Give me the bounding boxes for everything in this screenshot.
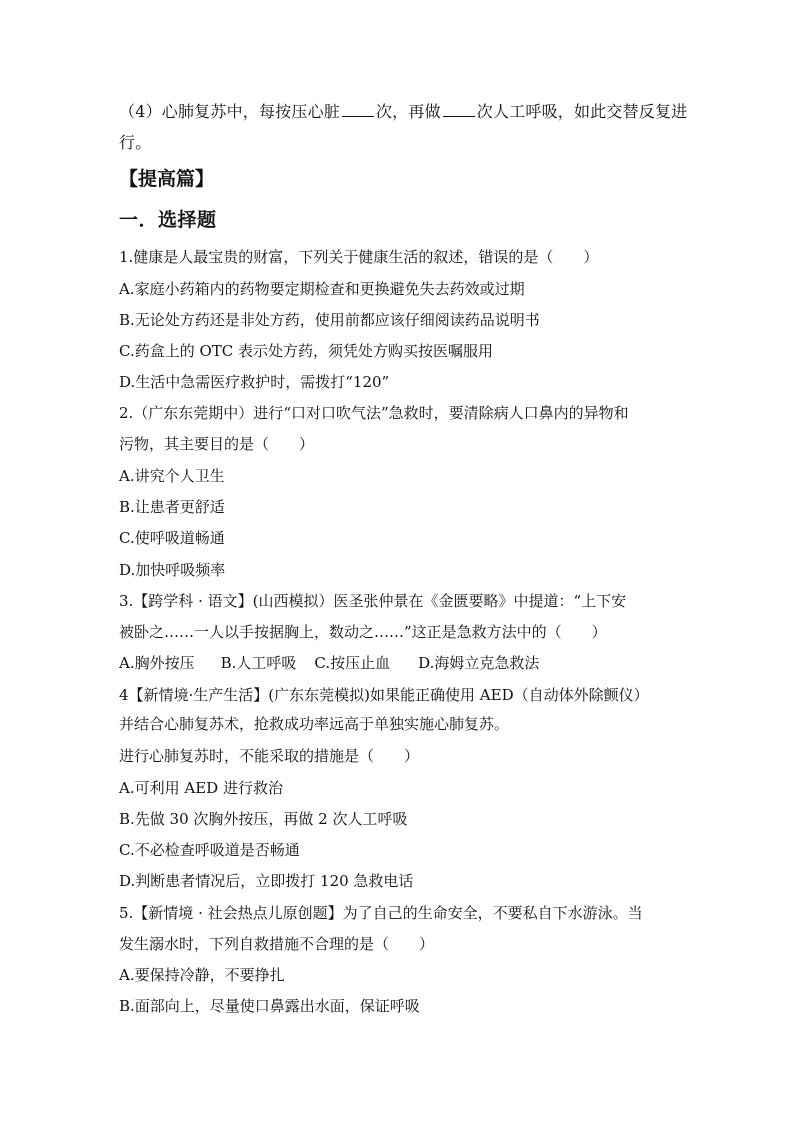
- question-2-option-c: C.使呼吸道畅通: [119, 529, 225, 547]
- question-3-option-b: B.人工呼吸: [220, 654, 297, 672]
- question-4-stem-line-2: 并结合心肺复苏术，抢救成功率远高于单独实施心肺复苏。: [119, 715, 510, 733]
- question-5-stem-line-2: 发生溺水时，下列自救措施不合理的是（ ）: [119, 935, 435, 953]
- intro-line-2: 行。: [119, 133, 152, 152]
- question-4-option-b: B.先做 30 次胸外按压，再做 2 次人工呼吸: [119, 810, 408, 828]
- question-1-option-d: D.生活中急需医疗救护时，需拨打“120”: [119, 373, 390, 391]
- question-2-stem-line-1: 2.（广东东莞期中）进行“口对口吹气法”急救时，要清除病人口鼻内的异物和: [119, 404, 629, 422]
- question-5-option-b: B.面部向上，尽量使口鼻露出水面，保证呼吸: [119, 997, 420, 1015]
- question-3-option-c: C.按压止血: [314, 654, 391, 672]
- intro-text-a: （4）心肺复苏中，每按压心脏: [119, 102, 340, 121]
- section-title: 【提高篇】: [119, 168, 215, 190]
- subsection-title: 一．选择题: [119, 209, 217, 231]
- question-3-stem-line-1: 3.【跨学科 · 语文】(山西模拟）医圣张仲景在《金匮要略》中提道：“上下安: [119, 592, 627, 610]
- question-1-stem-line-1: 1.健康是人最宝贵的财富，下列关于健康生活的叙述，错误的是（ ）: [119, 248, 599, 266]
- answer-blank-1: [342, 101, 374, 117]
- question-1-option-c: C.药盒上的 OTC 表示处方药，须凭处方购买按医嘱服用: [119, 342, 494, 360]
- question-4-stem-line-3: 进行心肺复苏时，不能采取的措施是（ ）: [119, 747, 420, 765]
- answer-blank-2: [443, 101, 475, 117]
- question-4-option-d: D.判断患者情况后，立即拨打 120 急救电话: [119, 872, 414, 890]
- question-3-stem-line-2: 被卧之……一人以手按据胸上，数动之……”这正是急救方法中的（ ）: [119, 623, 607, 641]
- question-1-option-a: A.家庭小药箱内的药物要定期检查和更换避免失去药效或过期: [119, 280, 525, 298]
- intro-line-1: [119, 101, 687, 122]
- question-2-option-b: B.让患者更舒适: [119, 498, 225, 516]
- question-1-option-b: B.无论处方药还是非处方药，使用前都应该仔细阅读药品说明书: [119, 311, 540, 329]
- question-3-option-d: D.海姆立克急救法: [418, 654, 540, 672]
- question-4-option-c: C.不必检查呼吸道是否畅通: [119, 841, 300, 859]
- intro-text-c: 次人工呼吸，如此交替反复进: [476, 102, 688, 121]
- question-2-option-d: D.加快呼吸频率: [119, 561, 226, 579]
- question-2-stem-line-2: 污物，其主要目的是（ ）: [119, 435, 315, 453]
- intro-text-b: 次，再做: [375, 102, 441, 121]
- question-5-stem-line-1: 5.【新情境 · 社会热点儿原创题】为了自己的生命安全，不要私自下水游泳。当: [119, 904, 643, 922]
- question-3-option-a: A.胸外按压: [119, 654, 195, 672]
- question-4-stem-line-1: 4【新情境·生产生活】(广东东莞模拟)如果能正确使用 AED（自动体外除颤仪）: [119, 686, 649, 704]
- question-5-option-a: A.要保持冷静，不要挣扎: [119, 966, 285, 984]
- question-2-option-a: A.讲究个人卫生: [119, 467, 225, 485]
- question-3-options-row: [119, 653, 539, 673]
- question-4-option-a: A.可利用 AED 进行救治: [119, 779, 283, 797]
